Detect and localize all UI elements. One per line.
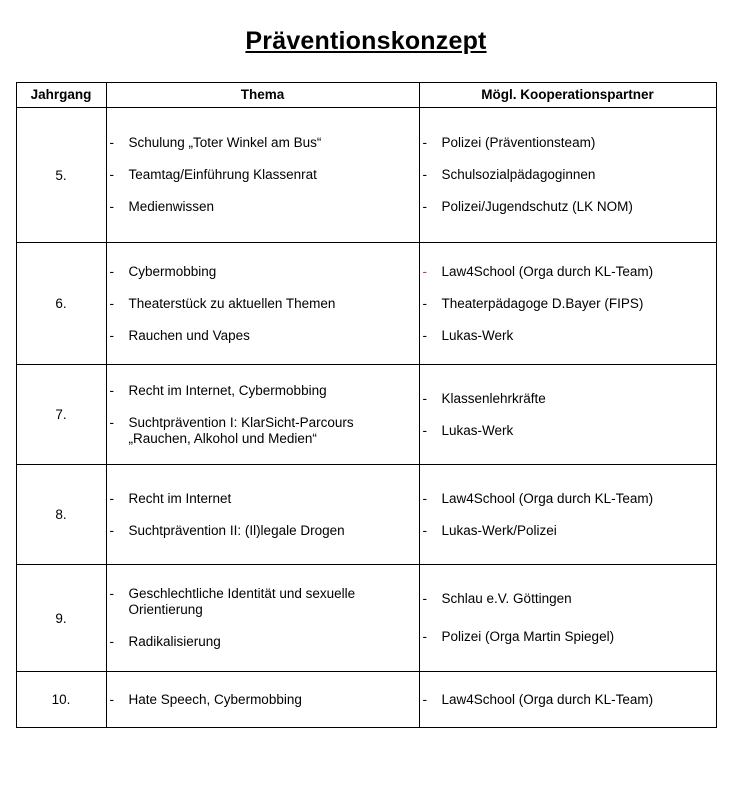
year-cell: 7. xyxy=(16,365,106,465)
list-item: - Lukas-Werk/Polizei xyxy=(420,523,716,539)
bullet-dash: - xyxy=(422,390,427,406)
list-item: - Polizei/Jugendschutz (LK NOM) xyxy=(420,199,716,215)
topic-list xyxy=(107,692,419,708)
list-item: - Suchtprävention II: (Il)legale Drogen xyxy=(107,523,419,539)
bullet-dash: - xyxy=(109,327,114,343)
bullet-dash: - xyxy=(109,295,114,311)
document-page xyxy=(0,27,732,794)
topic-cell xyxy=(106,565,419,672)
partner-cell xyxy=(419,565,716,672)
list-item: - Suchtprävention I: KlarSicht-Parcours „Rauchen, Alkohol und Medien“ xyxy=(107,415,419,447)
table-header-row xyxy=(16,83,716,108)
topic-list xyxy=(107,586,419,650)
bullet-dash: - xyxy=(422,167,427,182)
list-item: - Klassenlehrkräfte xyxy=(420,391,716,407)
list-item: - Law4School (Orga durch KL-Team) xyxy=(420,264,716,280)
table-body xyxy=(16,108,716,728)
year-cell: 9. xyxy=(16,565,106,672)
table-row xyxy=(16,465,716,565)
year-cell: 6. xyxy=(16,243,106,365)
table-header xyxy=(16,83,716,108)
bullet-dash: - xyxy=(422,691,427,707)
partner-list xyxy=(420,491,716,539)
topic-list xyxy=(107,264,419,344)
list-item: - Theaterpädagoge D.Bayer (FIPS) xyxy=(420,296,716,312)
topic-cell xyxy=(106,465,419,565)
bullet-dash: - xyxy=(422,135,427,150)
partner-cell xyxy=(419,365,716,465)
bullet-dash: - xyxy=(422,327,427,343)
year-cell: 5. xyxy=(16,108,106,243)
table-row xyxy=(16,365,716,465)
bullet-dash: - xyxy=(422,199,427,214)
bullet-dash: - xyxy=(422,591,427,606)
topic-list xyxy=(107,135,419,215)
partner-cell xyxy=(419,672,716,728)
list-item: - Geschlechtliche Identität und sexuelle Orientierung xyxy=(107,586,419,618)
column-header-year: Jahrgang xyxy=(16,83,106,108)
bullet-dash: - xyxy=(109,634,114,649)
bullet-dash: - xyxy=(109,199,114,214)
bullet-dash: - xyxy=(109,522,114,538)
bullet-dash: - xyxy=(109,691,114,707)
list-item: - Law4School (Orga durch KL-Team) xyxy=(420,491,716,507)
list-item: - Lukas-Werk xyxy=(420,328,716,344)
table-row xyxy=(16,565,716,672)
column-header-partner: Mögl. Kooperationspartner xyxy=(419,83,716,108)
partner-list xyxy=(420,591,716,645)
prevention-concept-table xyxy=(16,82,717,728)
topic-cell xyxy=(106,108,419,243)
bullet-dash: - xyxy=(422,263,427,279)
bullet-dash: - xyxy=(422,490,427,506)
list-item: - Law4School (Orga durch KL-Team) xyxy=(420,692,716,708)
list-item: - Schulung „Toter Winkel am Bus“ xyxy=(107,135,419,151)
bullet-dash: - xyxy=(109,263,114,279)
list-item: - Radikalisierung xyxy=(107,634,419,650)
list-item: - Hate Speech, Cybermobbing xyxy=(107,692,419,708)
list-item: - Recht im Internet, Cybermobbing xyxy=(107,383,419,399)
table-row xyxy=(16,243,716,365)
bullet-dash: - xyxy=(109,414,114,430)
list-item: - Teamtag/Einführung Klassenrat xyxy=(107,167,419,183)
bullet-dash: - xyxy=(109,490,114,506)
list-item: - Medienwissen xyxy=(107,199,419,215)
list-item: - Polizei (Präventionsteam) xyxy=(420,135,716,151)
topic-list xyxy=(107,491,419,539)
partner-cell xyxy=(419,243,716,365)
topic-cell xyxy=(106,243,419,365)
partner-list xyxy=(420,135,716,215)
bullet-dash: - xyxy=(109,135,114,150)
table-row xyxy=(16,672,716,728)
partner-cell xyxy=(419,108,716,243)
partner-cell xyxy=(419,465,716,565)
list-item: - Recht im Internet xyxy=(107,491,419,507)
list-item: - Theaterstück zu aktuellen Themen xyxy=(107,296,419,312)
topic-list xyxy=(107,383,419,447)
bullet-dash: - xyxy=(422,422,427,438)
bullet-dash: - xyxy=(422,629,427,644)
list-item: - Lukas-Werk xyxy=(420,423,716,439)
bullet-dash: - xyxy=(109,167,114,182)
bullet-dash: - xyxy=(109,586,114,601)
year-cell: 10. xyxy=(16,672,106,728)
list-item: - Rauchen und Vapes xyxy=(107,328,419,344)
list-item: - Cybermobbing xyxy=(107,264,419,280)
partner-list xyxy=(420,264,716,344)
bullet-dash: - xyxy=(109,382,114,398)
list-item: - Schlau e.V. Göttingen xyxy=(420,591,716,607)
partner-list xyxy=(420,391,716,439)
year-cell: 8. xyxy=(16,465,106,565)
topic-cell xyxy=(106,365,419,465)
column-header-topic: Thema xyxy=(106,83,419,108)
partner-list xyxy=(420,692,716,708)
table-row xyxy=(16,108,716,243)
topic-cell xyxy=(106,672,419,728)
bullet-dash: - xyxy=(422,522,427,538)
list-item: - Schulsozialpädagoginnen xyxy=(420,167,716,183)
page-title: Präventionskonzept xyxy=(245,27,487,55)
bullet-dash: - xyxy=(422,295,427,311)
list-item: - Polizei (Orga Martin Spiegel) xyxy=(420,629,716,645)
